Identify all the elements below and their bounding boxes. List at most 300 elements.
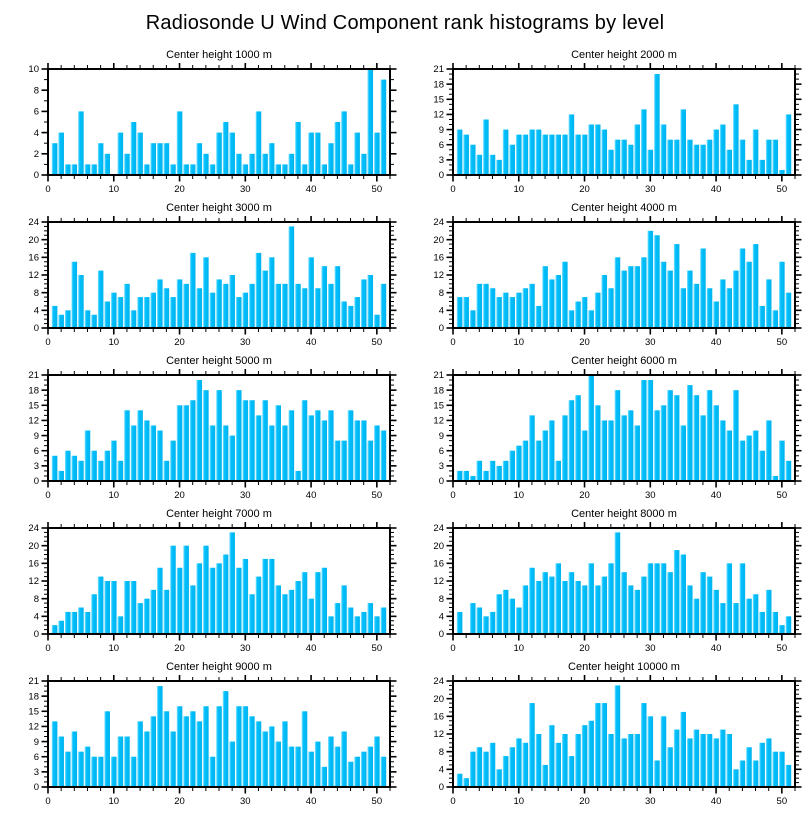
histogram-bar (58, 621, 64, 634)
histogram-bar (361, 420, 367, 481)
histogram-bar (85, 431, 91, 481)
histogram-bar (144, 599, 150, 634)
histogram-bar (229, 532, 235, 634)
histogram-bar (78, 461, 84, 481)
histogram-bar (463, 297, 469, 328)
histogram-bar (641, 577, 647, 634)
histogram-bar (256, 415, 262, 481)
y-tick-label: 0 (438, 629, 444, 641)
histogram-plot (0, 216, 405, 354)
y-tick-label: 6 (33, 106, 39, 118)
x-tick-label: 50 (371, 796, 383, 807)
histogram-bar (170, 164, 176, 175)
y-tick-label: 12 (433, 729, 444, 741)
y-tick-label: 18 (433, 79, 444, 91)
histogram-bar (601, 130, 607, 175)
histogram-bar (157, 568, 163, 634)
histogram-bar (381, 431, 387, 481)
histogram-bar (275, 405, 281, 481)
histogram-bar (348, 410, 354, 481)
histogram-bar (210, 164, 216, 175)
histogram-bar (740, 140, 746, 175)
histogram-bar (608, 150, 614, 175)
histogram-bar (361, 612, 367, 634)
histogram-bar (759, 743, 765, 787)
histogram-bar (648, 150, 654, 175)
histogram-bar (634, 734, 640, 787)
histogram-bar (78, 608, 84, 635)
y-tick-label: 24 (28, 523, 39, 535)
histogram-bar (766, 279, 772, 328)
x-tick-label: 40 (305, 490, 317, 501)
x-tick-label: 40 (305, 796, 317, 807)
histogram-bar (104, 154, 110, 175)
histogram-bar (733, 271, 739, 328)
histogram-bar (229, 133, 235, 175)
histogram-plot (0, 675, 405, 813)
histogram-bar (315, 133, 321, 175)
histogram-bar (477, 608, 483, 635)
histogram-bar (786, 293, 792, 328)
x-tick-label: 50 (776, 490, 788, 501)
histogram-bar (569, 756, 575, 787)
histogram-bar (58, 471, 64, 481)
y-tick-label: 24 (433, 523, 444, 535)
x-tick-label: 10 (513, 643, 525, 654)
histogram-bar (588, 721, 594, 787)
histogram-bar (262, 559, 268, 634)
x-tick-label: 50 (371, 184, 383, 195)
x-tick-label: 30 (645, 796, 656, 807)
histogram-bar (341, 441, 347, 481)
y-tick-label: 0 (33, 629, 39, 641)
histogram-panel-3 (0, 201, 405, 354)
histogram-bar (674, 140, 680, 175)
histogram-bar (707, 390, 713, 481)
histogram-bar (236, 706, 242, 787)
histogram-bar (150, 425, 156, 481)
histogram-bar (196, 721, 202, 787)
histogram-bar (687, 585, 693, 634)
histogram-bar (367, 603, 373, 634)
histogram-bar (582, 135, 588, 175)
histogram-bar (542, 572, 548, 634)
x-tick-label: 10 (108, 796, 120, 807)
y-tick-label: 6 (33, 445, 39, 457)
y-tick-label: 12 (433, 576, 444, 588)
histogram-bar (196, 288, 202, 328)
histogram-bar (463, 778, 469, 787)
histogram-bar (740, 441, 746, 481)
histogram-bar (582, 297, 588, 328)
histogram-bar (328, 737, 334, 787)
histogram-bar (98, 757, 104, 787)
x-tick-label: 0 (450, 337, 456, 348)
histogram-bar (509, 297, 515, 328)
histogram-plot (0, 522, 405, 660)
y-tick-label: 20 (433, 234, 444, 246)
histogram-bar (726, 734, 732, 787)
histogram-bar (759, 306, 765, 328)
histogram-bar (536, 130, 542, 175)
histogram-bar (595, 125, 601, 175)
x-tick-label: 10 (108, 643, 120, 654)
histogram-bar (111, 441, 117, 481)
histogram-bar (575, 581, 581, 634)
histogram-bar (720, 730, 726, 787)
y-tick-label: 8 (33, 287, 39, 299)
histogram-bar (503, 590, 509, 634)
y-tick-label: 10 (28, 64, 39, 76)
x-tick-label: 20 (174, 643, 185, 654)
histogram-bar (621, 271, 627, 328)
histogram-bar (687, 738, 693, 787)
histogram-bar (78, 275, 84, 328)
y-tick-label: 8 (438, 593, 444, 605)
histogram-bar (457, 471, 463, 481)
histogram-bar (98, 461, 104, 481)
histogram-bar (555, 563, 561, 634)
histogram-bar (104, 302, 110, 329)
histogram-bar (634, 266, 640, 328)
histogram-bar (687, 385, 693, 481)
histogram-bar (628, 266, 634, 328)
histogram-bar (654, 563, 660, 634)
x-tick-label: 50 (371, 490, 383, 501)
histogram-bar (457, 297, 463, 328)
histogram-bar (137, 410, 143, 481)
histogram-bar (289, 410, 295, 481)
x-tick-label: 10 (513, 490, 525, 501)
histogram-bar (289, 590, 295, 634)
histogram-plot (405, 675, 810, 813)
histogram-bar (674, 550, 680, 634)
histogram-bar (634, 125, 640, 175)
histogram-bar (713, 302, 719, 329)
histogram-bar (249, 284, 255, 328)
histogram-bar (164, 143, 170, 175)
histogram-bar (177, 279, 183, 328)
histogram-bar (256, 721, 262, 787)
histogram-bar (164, 590, 170, 634)
histogram-bar (661, 563, 667, 634)
x-tick-label: 30 (240, 337, 251, 348)
histogram-bar (223, 555, 229, 635)
histogram-bar (190, 164, 196, 175)
x-tick-label: 10 (108, 337, 120, 348)
y-tick-label: 12 (433, 109, 444, 121)
histogram-bar (667, 572, 673, 634)
histogram-bar (335, 266, 341, 328)
histogram-bar (236, 568, 242, 634)
histogram-panel-5 (0, 354, 405, 507)
histogram-bar (367, 441, 373, 481)
x-tick-label: 50 (776, 643, 788, 654)
histogram-bar (733, 390, 739, 481)
y-tick-label: 4 (438, 305, 444, 317)
histogram-bar (621, 738, 627, 787)
panel-title: Center height 9000 m (166, 661, 272, 673)
histogram-bar (529, 568, 535, 634)
histogram-bar (457, 774, 463, 787)
histogram-bar (707, 577, 713, 634)
histogram-bar (694, 395, 700, 481)
histogram-bar (256, 577, 262, 634)
histogram-bar (315, 288, 321, 328)
x-tick-label: 30 (240, 796, 251, 807)
histogram-bar (65, 612, 71, 634)
histogram-bar (275, 585, 281, 634)
x-tick-label: 20 (579, 337, 590, 348)
histogram-bar (542, 266, 548, 328)
panel-title: Center height 3000 m (166, 202, 272, 214)
histogram-bar (595, 293, 601, 328)
histogram-bar (289, 154, 295, 175)
histogram-bar (463, 471, 469, 481)
panel-title: Center height 1000 m (166, 49, 272, 61)
histogram-bar (196, 143, 202, 175)
x-tick-label: 50 (776, 796, 788, 807)
histogram-bar (753, 431, 759, 481)
y-tick-label: 15 (28, 400, 39, 412)
y-tick-label: 12 (433, 270, 444, 282)
histogram-bar (746, 436, 752, 481)
histogram-bar (667, 390, 673, 481)
histogram-bar (321, 164, 327, 175)
histogram-bar (529, 130, 535, 175)
histogram-bar (302, 288, 308, 328)
histogram-bar (164, 711, 170, 787)
histogram-bar (523, 441, 529, 481)
histogram-bar (766, 738, 772, 787)
histogram-bar (157, 279, 163, 328)
histogram-bar (216, 563, 222, 634)
y-tick-label: 21 (28, 370, 39, 382)
histogram-bar (52, 306, 58, 328)
histogram-bar (680, 425, 686, 481)
histogram-bar (509, 747, 515, 787)
histogram-bar (170, 441, 176, 481)
histogram-bar (249, 400, 255, 481)
histogram-bar (177, 706, 183, 787)
histogram-bar (549, 279, 555, 328)
x-tick-label: 40 (710, 796, 722, 807)
histogram-bar (490, 461, 496, 481)
histogram-bar (328, 410, 334, 481)
histogram-bar (216, 390, 222, 481)
histogram-bar (733, 769, 739, 787)
histogram-bar (210, 425, 216, 481)
histogram-bar (720, 279, 726, 328)
histogram-bar (496, 160, 502, 175)
histogram-bar (516, 293, 522, 328)
histogram-bar (601, 420, 607, 481)
histogram-bar (302, 400, 308, 481)
histogram-bar (150, 590, 156, 634)
histogram-bar (118, 133, 124, 175)
x-tick-label: 20 (579, 643, 590, 654)
x-tick-label: 0 (45, 490, 51, 501)
histogram-bar (720, 125, 726, 175)
histogram-bar (52, 143, 58, 175)
y-tick-label: 0 (438, 782, 444, 794)
histogram-bar (85, 612, 91, 634)
histogram-bar (269, 257, 275, 328)
histogram-bar (641, 257, 647, 328)
histogram-bar (687, 271, 693, 328)
histogram-bar (282, 594, 288, 634)
panel-title: Center height 10000 m (568, 661, 680, 673)
histogram-bar (555, 275, 561, 328)
histogram-bar (490, 612, 496, 634)
histogram-bar (575, 395, 581, 481)
histogram-bar (634, 425, 640, 481)
x-tick-label: 40 (305, 184, 317, 195)
histogram-bar (282, 425, 288, 481)
histogram-bar (354, 297, 360, 328)
y-tick-label: 0 (33, 782, 39, 794)
x-tick-label: 0 (45, 184, 51, 195)
histogram-bar (628, 585, 634, 634)
histogram-bar (694, 145, 700, 175)
histogram-bar (503, 461, 509, 481)
histogram-bar (367, 69, 373, 175)
y-tick-label: 24 (28, 217, 39, 229)
histogram-bar (648, 716, 654, 787)
histogram-bar (289, 747, 295, 787)
histogram-bar (601, 703, 607, 787)
histogram-bar (361, 154, 367, 175)
histogram-bar (746, 747, 752, 787)
histogram-bar (562, 135, 568, 175)
histogram-bar (315, 410, 321, 481)
histogram-bar (496, 466, 502, 481)
histogram-bar (516, 738, 522, 787)
histogram-bar (223, 691, 229, 787)
y-tick-label: 9 (33, 430, 39, 442)
histogram-bar (608, 420, 614, 481)
histogram-bar (536, 441, 542, 481)
y-tick-label: 12 (28, 721, 39, 733)
histogram-bar (621, 572, 627, 634)
histogram-bar (275, 164, 281, 175)
histogram-bar (374, 737, 380, 787)
histogram-bar (85, 164, 91, 175)
histogram-bar (523, 585, 529, 634)
histogram-bar (243, 164, 249, 175)
y-tick-label: 21 (28, 676, 39, 688)
histogram-bar (726, 431, 732, 481)
histogram-bar (216, 279, 222, 328)
histogram-bar (569, 114, 575, 175)
histogram-bar (746, 262, 752, 328)
histogram-panel-10 (405, 660, 810, 813)
histogram-bar (249, 716, 255, 787)
histogram-bar (203, 257, 209, 328)
y-tick-label: 3 (438, 461, 444, 473)
x-tick-label: 10 (513, 337, 525, 348)
histogram-bar (150, 716, 156, 787)
y-tick-label: 0 (438, 476, 444, 488)
histogram-bar (256, 253, 262, 328)
histogram-bar (680, 555, 686, 635)
histogram-bar (733, 603, 739, 634)
histogram-plot (0, 369, 405, 507)
histogram-bar (654, 74, 660, 175)
histogram-bar (569, 572, 575, 634)
histogram-bar (674, 730, 680, 787)
histogram-bar (786, 765, 792, 787)
x-tick-label: 30 (645, 643, 656, 654)
histogram-bar (190, 253, 196, 328)
y-tick-label: 3 (438, 155, 444, 167)
x-tick-label: 30 (240, 490, 251, 501)
y-tick-label: 18 (433, 385, 444, 397)
histogram-bar (674, 244, 680, 328)
histogram-bar (183, 546, 189, 634)
x-tick-label: 30 (645, 184, 656, 195)
histogram-bar (667, 271, 673, 328)
histogram-bar (766, 140, 772, 175)
histogram-bar (680, 288, 686, 328)
histogram-bar (328, 284, 334, 328)
histogram-bar (190, 400, 196, 481)
histogram-bar (177, 111, 183, 175)
histogram-bar (457, 612, 463, 634)
histogram-bar (52, 456, 58, 481)
histogram-bar (262, 400, 268, 481)
histogram-bar (289, 226, 295, 328)
histogram-bar (608, 288, 614, 328)
x-tick-label: 40 (710, 490, 722, 501)
histogram-bar (779, 441, 785, 481)
histogram-bar (65, 310, 71, 328)
histogram-bar (91, 315, 97, 328)
histogram-bar (131, 581, 137, 634)
histogram-bar (772, 310, 778, 328)
histogram-bar (694, 284, 700, 328)
histogram-bar (104, 451, 110, 481)
histogram-bar (335, 747, 341, 787)
histogram-bar (667, 140, 673, 175)
histogram-bar (236, 390, 242, 481)
histogram-bar (621, 140, 627, 175)
histogram-bar (111, 757, 117, 787)
histogram-bar (680, 712, 686, 787)
histogram-bar (328, 616, 334, 634)
histogram-bar (321, 420, 327, 481)
y-tick-label: 16 (433, 711, 444, 723)
histogram-bar (753, 130, 759, 175)
histogram-bar (183, 164, 189, 175)
x-tick-label: 40 (710, 184, 722, 195)
histogram-bar (588, 310, 594, 328)
histogram-bar (615, 257, 621, 328)
histogram-bar (575, 135, 581, 175)
histogram-bar (374, 315, 380, 328)
histogram-bar (381, 608, 387, 635)
histogram-bar (733, 104, 739, 175)
histogram-bar (615, 532, 621, 634)
histogram-bar (753, 594, 759, 634)
chart-title: Radiosonde U Wind Component rank histograms by level (145, 12, 665, 34)
histogram-bar (203, 706, 209, 787)
histogram-bar (269, 726, 275, 787)
histogram-bar (503, 293, 509, 328)
histogram-bar (641, 380, 647, 481)
histogram-bar (457, 130, 463, 175)
histogram-bar (295, 471, 301, 481)
